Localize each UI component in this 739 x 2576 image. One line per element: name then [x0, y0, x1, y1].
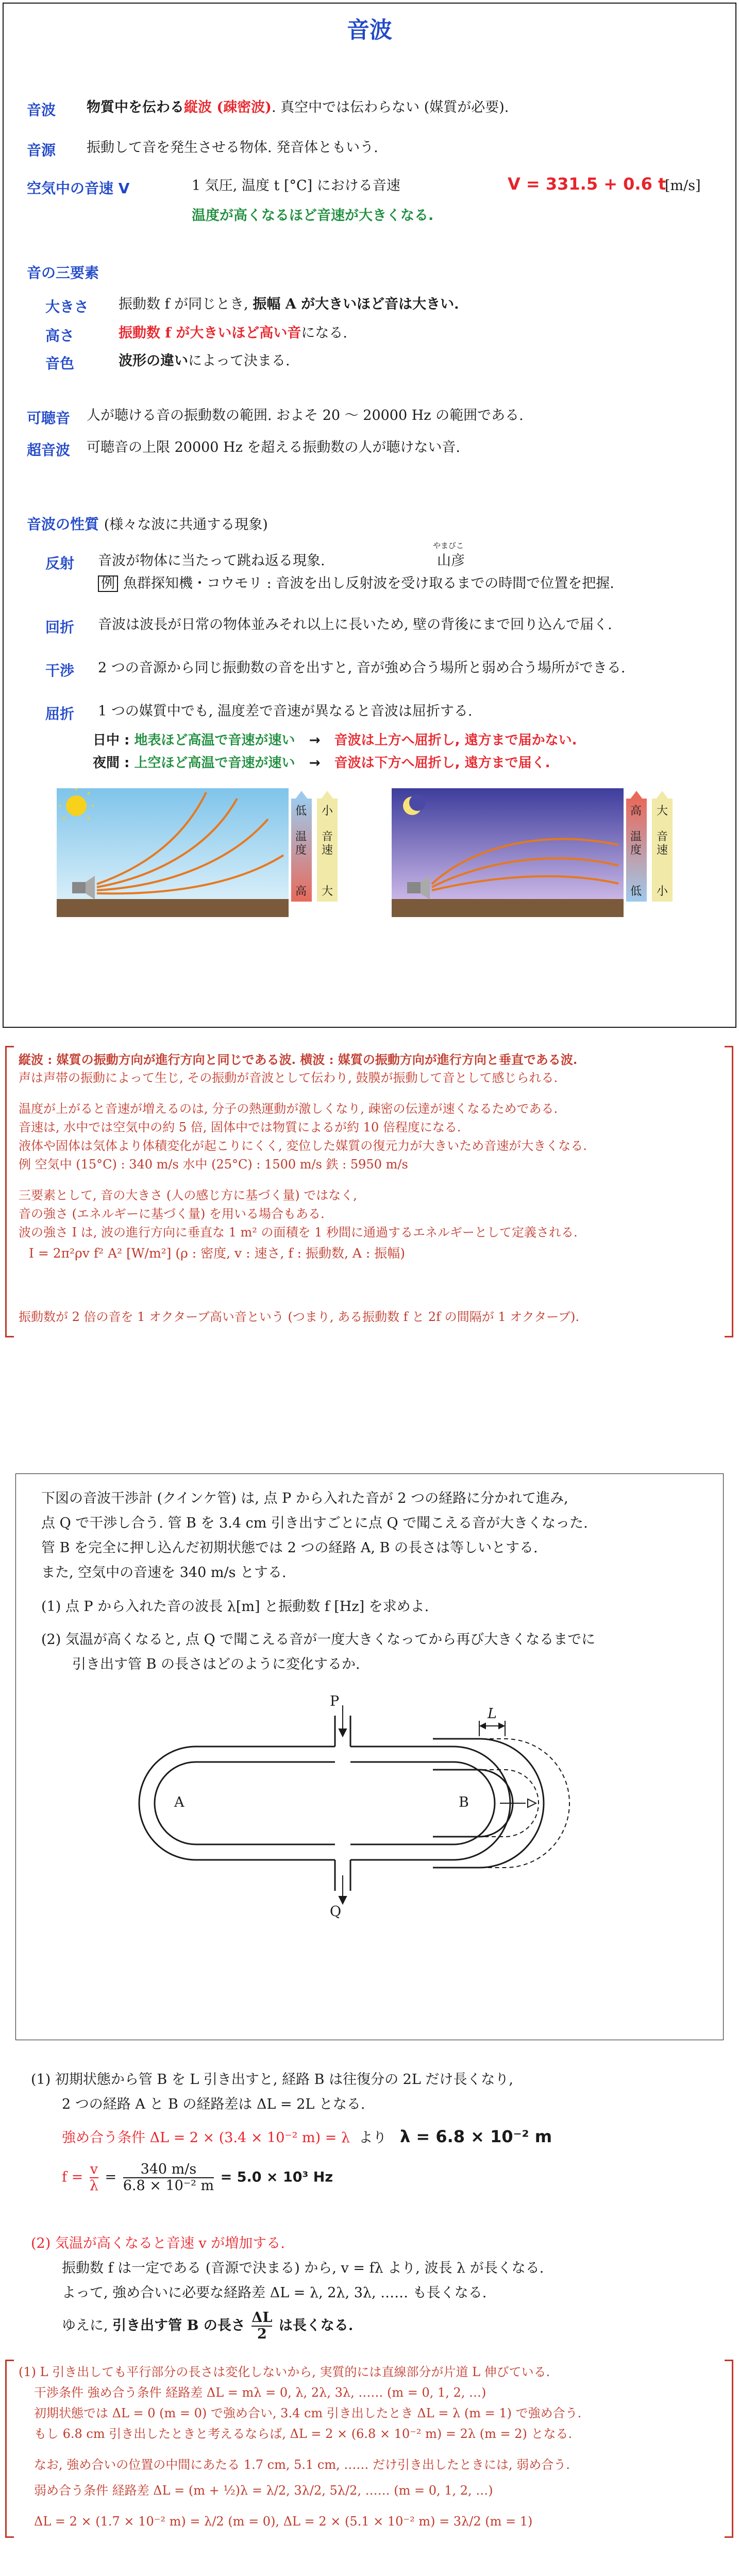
label-q: Q	[330, 1904, 342, 1920]
day-speed-label: 音速	[322, 831, 333, 857]
answer1-a: (1) 初期状態から管 B を L 引き出すと, 経路 B は往復分の 2L だけ長くなり,	[31, 2072, 513, 2088]
page-title: 音波	[347, 17, 392, 43]
label-p: P	[330, 1693, 340, 1709]
def-audible: 人が聴ける音の振動数の範囲. およそ 20 〜 20000 Hz の範囲である.	[87, 408, 524, 423]
term-source: 音源	[27, 142, 56, 159]
speed-formula: V = 331.5 + 0.6 t	[508, 174, 666, 194]
note-line: 温度が上がると音速が増えるのは, 分子の熱運動が激しくなり, 疎密の伝達が速くなるためである.	[19, 1101, 558, 1116]
problem-line: 下図の音波干渉計 (クインケ管) は, 点 P から入れた音が 2 つの経路に分かれて進み,	[41, 1490, 568, 1506]
problem-line: 管 B を完全に押し込んだ初期状態では 2 つの経路 A, B の長さは等しいとする.	[41, 1540, 538, 1556]
note2-line: 干渉条件 強め合う条件 経路差 ΔL = mλ = 0, λ, 2λ, 3λ, …… (m = 0, 1, 2, …)	[34, 2385, 486, 2400]
label-l: L	[488, 1706, 497, 1722]
note2-line: なお, 強め合いの位置の中間にあたる 1.7 cm, 5.1 cm, …… だけ引き出したときには, 弱め合う.	[34, 2458, 570, 2472]
ruby-yamabiko: やまびこ	[433, 541, 464, 550]
def-interference: 2 つの音源から同じ振動数の音を出すと, 音が強め合う場所と弱め合う場所ができる.	[98, 660, 626, 676]
def-source: 振動して音を発生させる物体. 発音体ともいう.	[87, 140, 378, 156]
note-line: 音の強さ (エネルギーに基づく量) を用いる場合もある.	[19, 1207, 325, 1221]
term-sound-wave: 音波	[27, 101, 56, 118]
night-speed-label: 音速	[657, 831, 668, 857]
note-line: I = 2π²ρv f² A² [W/m²] (ρ : 密度, v : 速さ, f : 振動数, A : 振幅)	[29, 1246, 405, 1261]
night-speed-large: 大	[657, 805, 668, 818]
notes-bracket-left	[5, 1046, 14, 1337]
answer2-a: (2) 気温が高くなると音速 v が増加する.	[31, 2235, 285, 2251]
day-temp-label: 温度	[295, 831, 307, 857]
night-temp-low: 低	[630, 885, 642, 898]
label-b: B	[459, 1794, 469, 1810]
def-ultrasonic: 可聴音の上限 20000 Hz を超える振動数の人が聴けない音.	[87, 439, 460, 455]
note2-line: (1) L 引き出しても平行部分の長さは変化しないから, 実質的には直線部分が片道 L 伸びている.	[19, 2365, 550, 2379]
day-line: 日中 : 地表ほど高温で音速が速い → 音波は上方へ屈折し, 遠方まで届かない.	[93, 733, 577, 748]
term-diffraction: 回折	[45, 619, 75, 636]
def-refraction: 1 つの媒質中でも, 温度差で音速が異なると音波は屈折する.	[98, 703, 473, 719]
example-badge: 例	[98, 575, 118, 592]
term-loudness: 大きさ	[45, 298, 89, 315]
day-speed-large: 大	[322, 885, 333, 898]
note-line: 液体や固体は気体より体積変化が起こりにくく, 変位した媒質の復元力が大きいため音速が大きくなる.	[19, 1139, 587, 1153]
answer2-b: 振動数 f は一定である (音源で決まる) から, v = fλ より, 波長 λ が長くなる.	[62, 2260, 544, 2276]
term-reflection: 反射	[45, 555, 75, 572]
def-pitch: 振動数 f が大きいほど高い音になる.	[119, 325, 348, 341]
note-line: 波の強さ I は, 波の進行方向に垂直な 1 m² の面積を 1 秒間に通過するエネルギーとして定義される.	[19, 1225, 578, 1240]
note-line: 縦波 : 媒質の振動方向が進行方向と同じである波. 横波 : 媒質の振動方向が進行方向と垂直である波.	[19, 1052, 578, 1067]
term-pitch: 高さ	[45, 327, 75, 344]
question-2b: 引き出す管 B の長さはどのように変化するか.	[72, 1656, 360, 1672]
night-line: 夜間 : 上空ほど高温で音速が速い → 音波は下方へ屈折し, 遠方まで届く.	[93, 755, 550, 771]
term-audible: 可聴音	[27, 410, 71, 427]
three-heading: 音の三要素	[27, 264, 99, 281]
night-speed-small: 小	[657, 885, 668, 898]
answer1-cond: 強め合う条件 ΔL = 2 × (3.4 × 10⁻² m) = λ より λ = 6.8 × 10⁻² m	[62, 2127, 552, 2146]
speed-unit: [m/s]	[665, 178, 701, 194]
note2-line: 初期状態では ΔL = 0 (m = 0) で強め合い, 3.4 cm 引き出したとき ΔL = λ (m = 1) で強め合う.	[34, 2406, 582, 2420]
label-a: A	[174, 1794, 184, 1810]
def-sound-wave: 物質中を伝わる縦波 (疎密波). 真空中では伝わらない (媒質が必要).	[87, 99, 509, 115]
night-temp-high: 高	[630, 805, 642, 818]
problem-line: 点 Q で干渉し合う. 管 B を 3.4 cm 引き出すごとに点 Q で聞こえる音が大きくなった.	[41, 1515, 588, 1531]
note-line: 三要素として, 音の大きさ (人の感じ方に基づく量) ではなく,	[19, 1188, 357, 1202]
speed-note: 温度が高くなるほど音速が大きくなる.	[192, 208, 434, 224]
term-speed: 空気中の音速 V	[27, 180, 130, 197]
note2-line: ΔL = 2 × (1.7 × 10⁻² m) = λ/2 (m = 0), ΔL = 2 × (5.1 × 10⁻² m) = 3λ/2 (m = 1)	[34, 2514, 533, 2529]
answer1-b: 2 つの経路 A と B の経路差は ΔL = 2L となる.	[62, 2096, 365, 2112]
note-line: 振動数が 2 倍の音を 1 オクターブ高い音という (つまり, ある振動数 f と 2f の間隔が 1 オクターブ).	[19, 1310, 580, 1324]
term-timbre: 音色	[45, 355, 75, 372]
note-line: 例 空気中 (15°C) : 340 m/s 水中 (25°C) : 1500 m/s 鉄 : 5950 m/s	[19, 1157, 408, 1172]
note2-line: 弱め合う条件 経路差 ΔL = (m + ½)λ = λ/2, 3λ/2, 5λ/2, …… (m = 0, 1, 2, …)	[34, 2483, 493, 2498]
answer2-d: ゆえに, 引き出す管 B の長さ $\frac{\Delta L}{2}$ は長くなる.	[62, 2310, 354, 2342]
note-line: 音速は, 水中では空気中の約 5 倍, 固体中では物質によるが約 10 倍程度になる.	[19, 1120, 461, 1134]
answer2-c: よって, 強め合いに必要な経路差 ΔL = λ, 2λ, 3λ, …… も長くなる.	[62, 2285, 487, 2301]
answer1-freq: f = $\frac{v}{\lambda}$ = $\frac{340 m/s}{\text{6.8 × 10⁻² m}}$ = 5.0 × 10³ Hz	[62, 2161, 333, 2194]
term-refraction: 屈折	[45, 705, 75, 722]
speed-cond: 1 気圧, 温度 t [°C] における音速	[192, 178, 400, 194]
def-diffraction: 音波は波長が日常の物体並みそれ以上に長いため, 壁の背後にまで回り込んで届く.	[98, 617, 612, 633]
def-reflection: 音波が物体に当たって跳ね返る現象.	[98, 553, 325, 569]
question-2a: (2) 気温が高くなると, 点 Q で聞こえる音が一度大きくなってから再び大きくなるまでに	[41, 1632, 596, 1648]
notes2-bracket-right	[725, 2360, 733, 2538]
day-temp-high: 高	[295, 885, 307, 898]
problem-line: また, 空気中の音速を 340 m/s とする.	[41, 1565, 287, 1581]
def-loudness: 振動数 f が同じとき, 振幅 A が大きいほど音は大きい.	[119, 296, 459, 312]
term-ultrasonic: 超音波	[27, 442, 71, 459]
notes-bracket-right	[725, 1046, 733, 1337]
day-temp-low: 低	[295, 805, 307, 818]
props-heading: 音波の性質 (様々な波に共通する現象)	[27, 516, 268, 533]
quincke-tube-diagram	[124, 1695, 587, 1911]
reflection-example: 例 魚群探知機・コウモリ : 音波を出し反射波を受け取るまでの時間で位置を把握.	[98, 574, 614, 594]
def-timbre: 波形の違いによって決まる.	[119, 353, 290, 369]
term-interference: 干渉	[45, 662, 75, 679]
note-line: 声は声帯の振動によって生じ, その振動が音波として伝わり, 鼓膜が振動して音として感じられる.	[19, 1071, 558, 1085]
notes2-bracket-left	[5, 2360, 14, 2538]
note2-line: もし 6.8 cm 引き出したときと考えるならば, ΔL = 2 × (6.8 × 10⁻² m) = 2λ (m = 2) となる.	[34, 2427, 573, 2441]
night-temp-label: 温度	[630, 831, 642, 857]
day-speed-small: 小	[322, 805, 333, 818]
question-1: (1) 点 P から入れた音の波長 λ[m] と振動数 f [Hz] を求めよ.	[41, 1599, 429, 1615]
word-yamabiko: 山彦	[437, 553, 465, 569]
